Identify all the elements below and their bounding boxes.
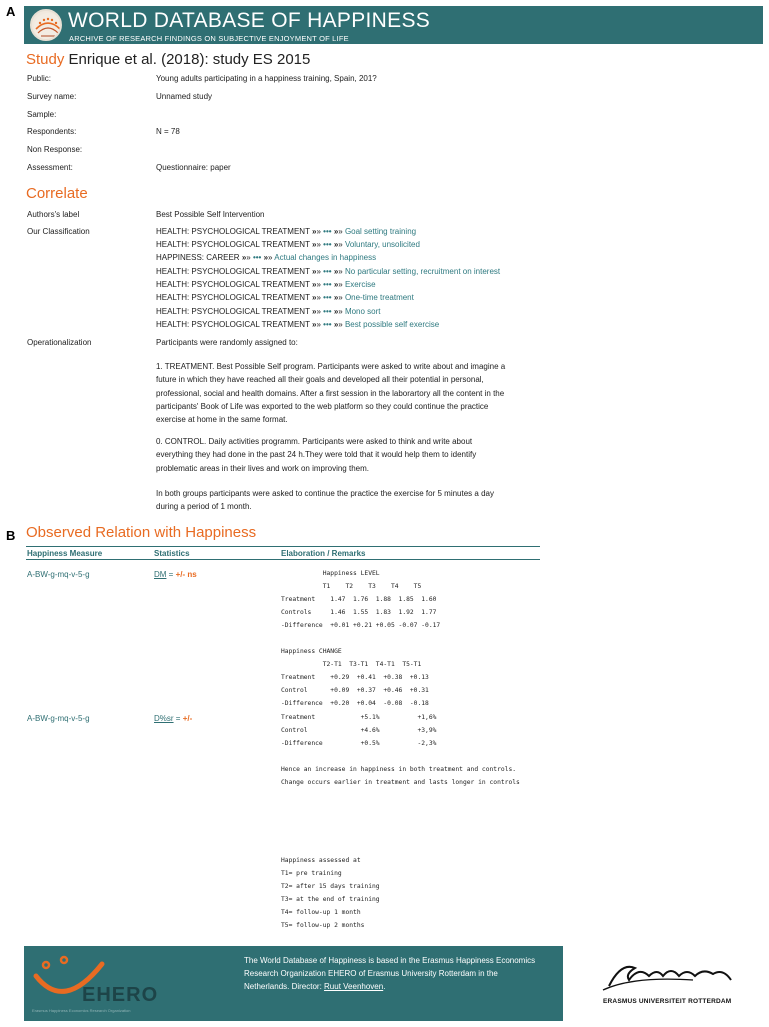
correlate-heading: Correlate bbox=[26, 185, 88, 202]
table-header bbox=[26, 546, 540, 560]
separator-icon: » bbox=[312, 293, 317, 302]
operationalization-control: 0. CONTROL. Daily activities programm. Participants were asked to think and write about everything they had done in the past 24 h.They were told that it would help them to identify problematic areas in their lives and work on improving them. bbox=[156, 437, 477, 473]
statistic-eq: = bbox=[173, 714, 183, 723]
more-dots-icon[interactable]: ••• bbox=[323, 240, 332, 249]
operationalization-note: In both groups participants were asked to continue the practice the exercise for 5 minutes a day during a period of 1 month. bbox=[156, 489, 494, 512]
erasmus-logo[interactable] bbox=[563, 946, 763, 1021]
panel-label-a: A bbox=[6, 4, 16, 19]
classification-base: HAPPINESS: CAREER bbox=[156, 253, 240, 262]
separator-icon: » bbox=[333, 293, 339, 302]
more-dots-icon[interactable]: ••• bbox=[323, 320, 332, 329]
site-header bbox=[24, 6, 763, 44]
ehero-logo-subtitle: Erasmus Happiness Economics Research Organization bbox=[32, 1008, 131, 1013]
ehero-logo-text: EHERO bbox=[82, 984, 159, 1006]
site-footer bbox=[24, 946, 763, 1021]
study-heading bbox=[26, 51, 310, 68]
panel-label-b: B bbox=[6, 528, 16, 543]
field-value-assessment: Questionnaire: paper bbox=[156, 163, 231, 172]
classification-link[interactable]: No particular setting, recruitment on interest bbox=[344, 267, 501, 276]
separator-icon: » bbox=[333, 267, 339, 276]
classification-base: HEALTH: PSYCHOLOGICAL TREATMENT bbox=[156, 240, 310, 249]
statistic-cell bbox=[154, 570, 197, 579]
classification-base: HEALTH: PSYCHOLOGICAL TREATMENT bbox=[156, 293, 310, 302]
statistic-value: +/- bbox=[182, 714, 193, 723]
classification-link[interactable]: Mono sort bbox=[344, 307, 381, 316]
more-dots-icon[interactable]: ••• bbox=[323, 267, 332, 276]
separator-icon: » bbox=[241, 253, 247, 262]
classification-base: HEALTH: PSYCHOLOGICAL TREATMENT bbox=[156, 307, 310, 316]
classification-item: HEALTH: PSYCHOLOGICAL TREATMENT »» ••• »» Goal setting training bbox=[156, 227, 417, 236]
globe-logo-icon[interactable] bbox=[30, 9, 62, 41]
operationalization-treatment: 1. TREATMENT. Best Possible Self program. Participants were asked to write about and imagine a future in which they have reached all their goals and developed all their potential in personal, professional, social and health domains. After a first session in the laborartory all the content in the participants' Book of Life was exported to the web platform so they could continue the practice exercise at home in the same format. bbox=[156, 362, 506, 425]
field-value-survey-name: Unnamed study bbox=[156, 92, 213, 101]
happiness-measure-link[interactable]: A-BW-g-mq-v-5-g bbox=[27, 714, 90, 723]
more-dots-icon[interactable]: ••• bbox=[323, 227, 332, 236]
more-dots-icon[interactable]: ••• bbox=[323, 293, 332, 302]
remarks-block: Treatment +5.1% +1,6% Control +4.6% +3,9% -Difference +0.5% -2,3% Hence an increase in happiness in both treatment and controls. Change occurs earlier in treatment and lasts longer in controls Happiness assessed at T1= pre training T2= after 15 days training T3= at the end of training T4= follow-up 1 month T5= follow-up 2 months bbox=[281, 714, 520, 929]
operationalization-label: Operationalization bbox=[27, 338, 92, 347]
footer-text bbox=[244, 954, 544, 993]
field-value-public: Young adults participating in a happiness training, Spain, 201? bbox=[156, 74, 377, 83]
classification-item: HEALTH: PSYCHOLOGICAL TREATMENT »» ••• »» Exercise bbox=[156, 280, 376, 289]
study-title: Enrique et al. (2018): study ES 2015 bbox=[64, 51, 311, 68]
director-link[interactable]: Ruut Veenhoven bbox=[324, 982, 384, 991]
separator-icon: » bbox=[312, 280, 317, 289]
separator-icon: » bbox=[333, 280, 339, 289]
separator-icon: » bbox=[333, 307, 339, 316]
authors-value: Best Possible Self Intervention bbox=[156, 210, 265, 219]
ehero-logo[interactable] bbox=[24, 946, 224, 1021]
separator-icon: » bbox=[333, 227, 339, 236]
classification-item: HEALTH: PSYCHOLOGICAL TREATMENT »» ••• »» Voluntary, unsolicited bbox=[156, 240, 420, 249]
field-label-non-response: Non Response: bbox=[27, 145, 83, 154]
field-label-sample: Sample: bbox=[27, 110, 57, 119]
statistic-cell bbox=[154, 714, 192, 723]
field-label-survey-name: Survey name: bbox=[27, 92, 77, 101]
operationalization-intro: Participants were randomly assigned to: bbox=[156, 338, 298, 347]
site-title[interactable]: WORLD DATABASE OF HAPPINESS bbox=[68, 9, 431, 32]
classification-item: HEALTH: PSYCHOLOGICAL TREATMENT »» ••• »» Best possible self exercise bbox=[156, 320, 440, 329]
statistic-link[interactable]: D%sr bbox=[154, 714, 174, 723]
footer-text-body: The World Database of Happiness is based in the Erasmus Happiness Economics Research Organization EHERO of Erasmus University Rotterdam in the Netherlands. Director: bbox=[244, 956, 536, 991]
remarks-block: Happiness LEVEL T1 T2 T3 T4 T5 Treatment 1.47 1.76 1.88 1.85 1.60 Controls 1.46 1.55 1.83 1.92 1.77 -Difference +0.01 +0.21 +0.05 -0.07 -0.17 Happiness CHANGE T2-T1 T3-T1 T4-T1 T5-T1 Treatment +0.29 +0.41 +0.38 +0.13 Control +0.09 +0.37 +0.46 +0.31 -Difference +0.20 +0.04 -0.08 -0.18 bbox=[281, 570, 441, 707]
classification-link[interactable]: Exercise bbox=[344, 280, 376, 289]
statistic-value: +/- ns bbox=[175, 570, 197, 579]
classification-item: HEALTH: PSYCHOLOGICAL TREATMENT »» ••• »» Mono sort bbox=[156, 307, 381, 316]
classification-item: HAPPINESS: CAREER »» ••• »» Actual changes in happiness bbox=[156, 253, 377, 262]
classification-base: HEALTH: PSYCHOLOGICAL TREATMENT bbox=[156, 267, 310, 276]
more-dots-icon[interactable]: ••• bbox=[323, 280, 332, 289]
classification-link[interactable]: One-time treatment bbox=[344, 293, 414, 302]
erasmus-logo-subtitle: ERASMUS UNIVERSITEIT ROTTERDAM bbox=[603, 998, 732, 1005]
field-label-respondents: Respondents: bbox=[27, 127, 77, 136]
separator-icon: » bbox=[312, 227, 317, 236]
happiness-measure-link[interactable]: A-BW-g-mq-v-5-g bbox=[27, 570, 90, 579]
study-prefix: Study bbox=[26, 51, 65, 68]
classification-link[interactable]: Actual changes in happiness bbox=[274, 253, 377, 262]
field-label-public: Public: bbox=[27, 74, 52, 83]
site-subtitle: ARCHIVE OF RESEARCH FINDINGS ON SUBJECTIVE ENJOYMENT OF LIFE bbox=[69, 34, 349, 43]
classification-item: HEALTH: PSYCHOLOGICAL TREATMENT »» ••• »» One-time treatment bbox=[156, 293, 414, 302]
classification-link[interactable]: Goal setting training bbox=[344, 227, 417, 236]
classification-base: HEALTH: PSYCHOLOGICAL TREATMENT bbox=[156, 227, 310, 236]
statistic-link[interactable]: DM bbox=[154, 570, 167, 579]
separator-icon: » bbox=[333, 320, 339, 329]
footer-text-end: . bbox=[383, 982, 386, 991]
authors-label: Authors's label bbox=[27, 210, 80, 219]
separator-icon: » bbox=[312, 307, 317, 316]
erasmus-signature-icon bbox=[563, 946, 763, 996]
classification-link[interactable]: Best possible self exercise bbox=[344, 320, 440, 329]
field-label-assessment: Assessment: bbox=[27, 163, 73, 172]
more-dots-icon[interactable]: ••• bbox=[252, 253, 262, 262]
separator-icon: » bbox=[312, 240, 317, 249]
observed-heading: Observed Relation with Happiness bbox=[26, 524, 257, 541]
column-header-statistics: Statistics bbox=[154, 549, 190, 558]
more-dots-icon[interactable]: ••• bbox=[323, 307, 332, 316]
classification-link[interactable]: Voluntary, unsolicited bbox=[344, 240, 420, 249]
column-header-measure: Happiness Measure bbox=[27, 549, 103, 558]
separator-icon: » bbox=[312, 267, 317, 276]
separator-icon: » bbox=[312, 320, 317, 329]
classification-item: HEALTH: PSYCHOLOGICAL TREATMENT »» ••• »» No particular setting, recruitment on interest bbox=[156, 267, 501, 276]
classification-base: HEALTH: PSYCHOLOGICAL TREATMENT bbox=[156, 280, 310, 289]
column-header-remarks: Elaboration / Remarks bbox=[281, 549, 366, 558]
classification-label: Our Classification bbox=[27, 227, 90, 236]
statistic-eq: = bbox=[166, 570, 176, 579]
separator-icon: » bbox=[333, 240, 339, 249]
separator-icon: » bbox=[263, 253, 269, 262]
field-value-respondents: N = 78 bbox=[156, 127, 180, 136]
classification-base: HEALTH: PSYCHOLOGICAL TREATMENT bbox=[156, 320, 310, 329]
